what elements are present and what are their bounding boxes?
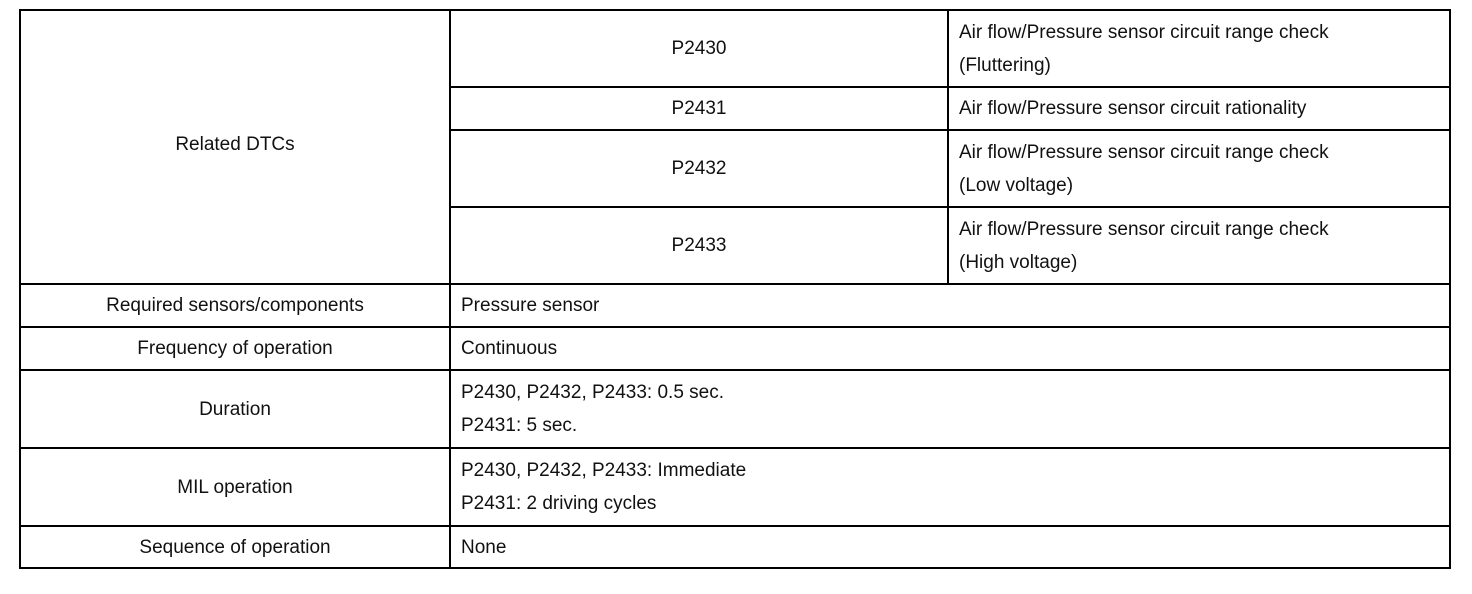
dtc-description [948,10,1450,87]
frequency-value [450,327,1450,370]
value-line: P2430, P2432, P2433: 0.5 sec. [461,382,725,403]
dtc-description [948,130,1450,207]
dtc-description-line: Air flow/Pressure sensor circuit range check [959,141,1329,163]
dtc-description [948,207,1450,284]
duration-value [450,370,1450,448]
required-sensors-value [450,284,1450,327]
frequency-label: Frequency of operation [20,327,450,370]
value-line: Pressure sensor [461,295,600,316]
table-row [20,284,1450,327]
duration-label: Duration [20,370,450,448]
table-row [20,10,1450,87]
dtc-code: P2433 [450,207,948,284]
dtc-description-line: (Fluttering) [959,54,1051,76]
required-sensors-label: Required sensors/components [20,284,450,327]
dtc-code: P2432 [450,130,948,207]
dtc-description-line: Air flow/Pressure sensor circuit range check [959,218,1329,240]
dtc-spec-table [19,9,1451,569]
sequence-value [450,526,1450,568]
dtc-description-line: Air flow/Pressure sensor circuit range check [959,21,1329,43]
dtc-description-line: (High voltage) [959,251,1078,273]
sequence-label: Sequence of operation [20,526,450,568]
table-row [20,327,1450,370]
value-line: P2431: 2 driving cycles [461,493,657,514]
value-line: P2431: 5 sec. [461,415,578,436]
mil-operation-value [450,448,1450,526]
mil-operation-label: MIL operation [20,448,450,526]
table-row [20,526,1450,568]
related-dtcs-label: Related DTCs [20,10,450,284]
dtc-description-line: (Low voltage) [959,174,1074,196]
value-line: Continuous [461,338,558,359]
dtc-description [948,87,1450,130]
dtc-description-line: Air flow/Pressure sensor circuit rationality [959,98,1307,119]
value-line: None [461,536,507,558]
dtc-code: P2431 [450,87,948,130]
value-line: P2430, P2432, P2433: Immediate [461,460,747,481]
table-row [20,448,1450,526]
dtc-code: P2430 [450,10,948,87]
table-row [20,370,1450,448]
